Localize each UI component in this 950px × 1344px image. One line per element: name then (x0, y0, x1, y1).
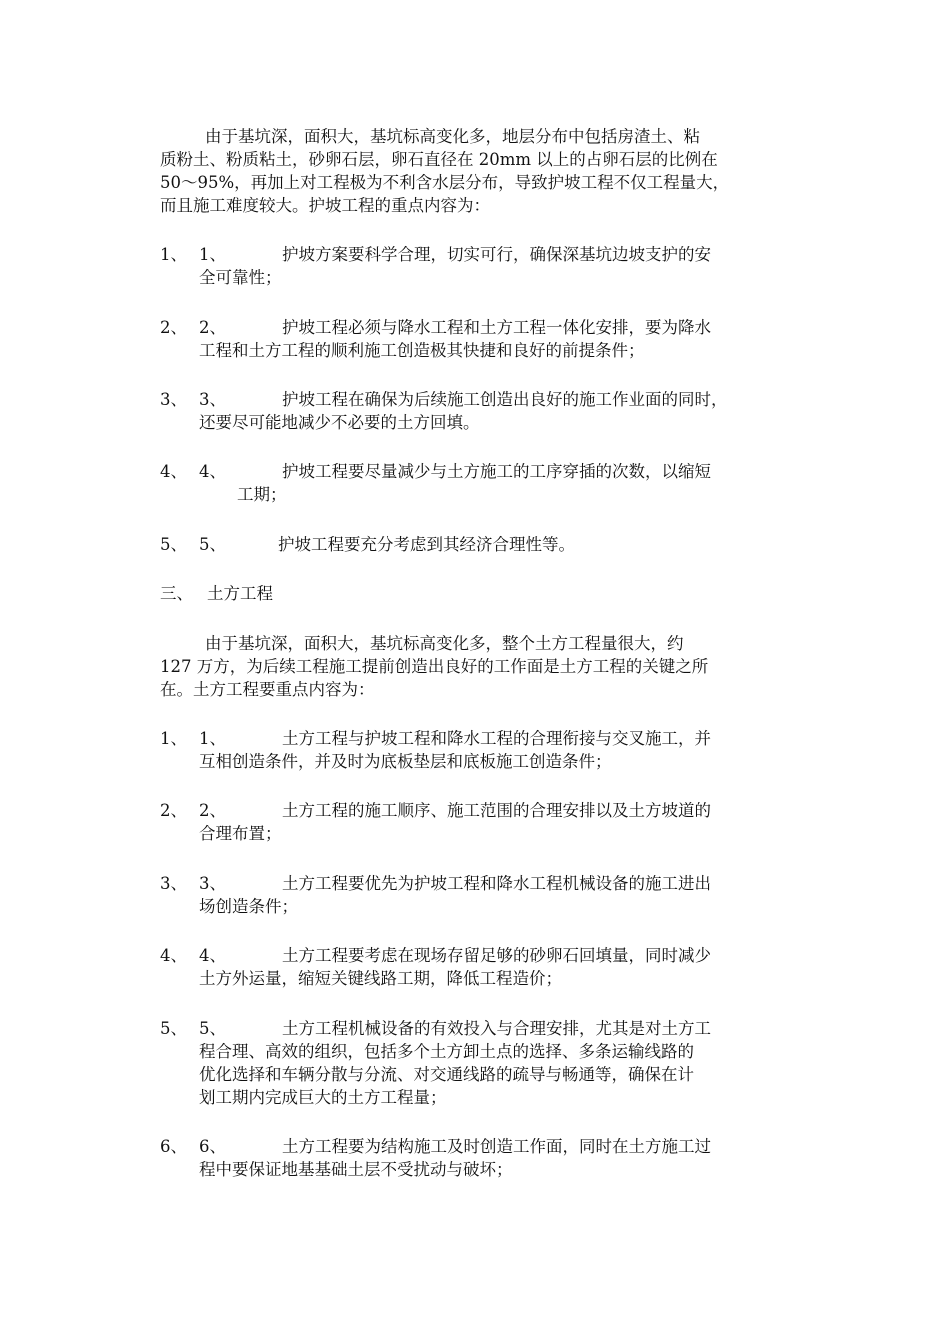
list-item-text: 程中要保证地基基础土层不受扰动与破坏； (199, 1160, 513, 1179)
list-item-text: 土方工程与护坡工程和降水工程的合理衔接与交叉施工，并 (282, 729, 711, 748)
list-sub-number: 5、 (199, 535, 226, 554)
list-item-text: 护坡工程在确保为后续施工创造出良好的施工作业面的同时， (282, 390, 728, 409)
list-item-text: 土方工程的施工顺序、施工范围的合理安排以及土方坡道的 (282, 801, 711, 820)
list-number: 1、 (160, 729, 187, 748)
list-item-text: 优化选择和车辆分散与分流、对交通线路的疏导与畅通等，确保在计 (199, 1065, 694, 1084)
list-item-text: 全可靠性； (199, 268, 282, 287)
list-item-text: 护坡工程要充分考虑到其经济合理性等。 (278, 535, 575, 554)
section-title: 土方工程 (207, 584, 273, 603)
list-item-text: 合理布置； (199, 824, 282, 843)
list-number: 5、 (160, 1019, 187, 1038)
list-item-text: 护坡工程必须与降水工程和土方工程一体化安排，要为降水 (282, 318, 711, 337)
list-sub-number: 6、 (199, 1137, 226, 1156)
list-item-text: 护坡工程要尽量减少与土方施工的工序穿插的次数，以缩短 (282, 462, 711, 481)
list-item-text: 场创造条件； (199, 897, 298, 916)
paragraph-line: 50～95%，再加上对工程极为不利含水层分布，导致护坡工程不仅工程量大， (160, 173, 730, 192)
list-number: 1、 (160, 245, 187, 264)
list-sub-number: 1、 (199, 245, 226, 264)
paragraph-line: 在。土方工程要重点内容为： (160, 680, 375, 699)
list-sub-number: 2、 (199, 318, 226, 337)
list-sub-number: 5、 (199, 1019, 226, 1038)
list-number: 2、 (160, 801, 187, 820)
section-number: 三、 (160, 584, 193, 603)
list-number: 4、 (160, 946, 187, 965)
list-sub-number: 4、 (199, 462, 226, 481)
list-number: 5、 (160, 535, 187, 554)
list-sub-number: 3、 (199, 390, 226, 409)
list-number: 3、 (160, 874, 187, 893)
list-number: 3、 (160, 390, 187, 409)
list-sub-number: 1、 (199, 729, 226, 748)
list-item-text: 护坡方案要科学合理，切实可行，确保深基坑边坡支护的安 (282, 245, 711, 264)
paragraph-line: 由于基坑深，面积大，基坑标高变化多，地层分布中包括房渣土、粘 (205, 127, 700, 146)
list-number: 4、 (160, 462, 187, 481)
list-item-text: 土方外运量，缩短关键线路工期，降低工程造价； (199, 969, 562, 988)
list-item-text: 工期； (237, 485, 287, 504)
list-item-text: 土方工程机械设备的有效投入与合理安排，尤其是对土方工 (282, 1019, 711, 1038)
list-number: 6、 (160, 1137, 187, 1156)
list-item-text: 程合理、高效的组织，包括多个土方卸土点的选择、多条运输线路的 (199, 1042, 694, 1061)
paragraph-line: 127 万方，为后续工程施工提前创造出良好的工作面是土方工程的关键之所 (160, 657, 709, 676)
list-sub-number: 2、 (199, 801, 226, 820)
paragraph-line: 质粉土、粉质粘土，砂卵石层，卵石直径在 20mm 以上的占卵石层的比例在 (160, 150, 718, 169)
list-item-text: 工程和土方工程的顺利施工创造极其快捷和良好的前提条件； (199, 341, 645, 360)
list-item-text: 互相创造条件，并及时为底板垫层和底板施工创造条件； (199, 752, 612, 771)
list-item-text: 土方工程要考虑在现场存留足够的砂卵石回填量，同时减少 (282, 946, 711, 965)
list-number: 2、 (160, 318, 187, 337)
list-sub-number: 4、 (199, 946, 226, 965)
list-item-text: 还要尽可能地减少不必要的土方回填。 (199, 413, 480, 432)
list-item-text: 土方工程要为结构施工及时创造工作面，同时在土方施工过 (282, 1137, 711, 1156)
list-item-text: 土方工程要优先为护坡工程和降水工程机械设备的施工进出 (282, 874, 711, 893)
paragraph-line: 由于基坑深，面积大，基坑标高变化多，整个土方工程量很大，约 (205, 634, 684, 653)
list-sub-number: 3、 (199, 874, 226, 893)
list-item-text: 划工期内完成巨大的土方工程量； (199, 1088, 447, 1107)
paragraph-line: 而且施工难度较大。护坡工程的重点内容为： (160, 196, 490, 215)
